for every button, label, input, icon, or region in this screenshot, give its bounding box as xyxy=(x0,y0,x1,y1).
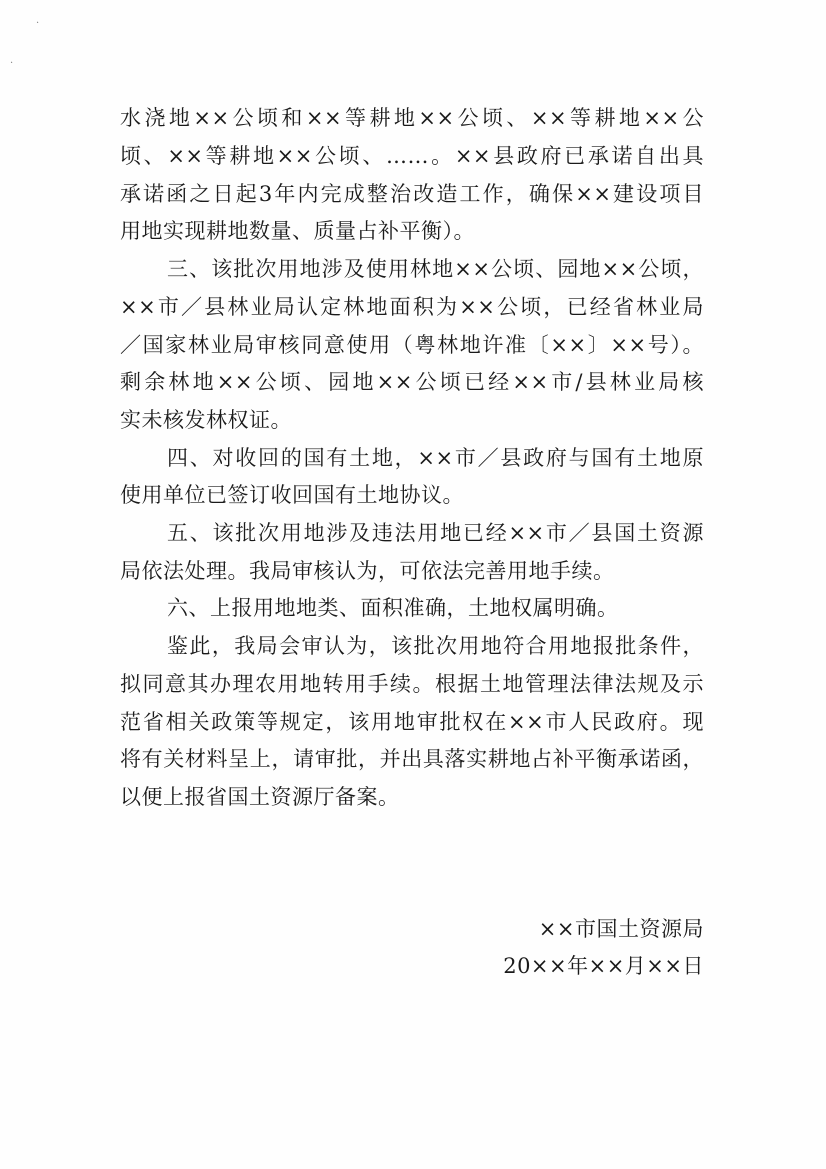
signature-organization: ××市国土资源局 xyxy=(538,917,704,941)
body-line: 以便上报省国土资源厅备案。 xyxy=(120,785,400,809)
body-line: 用地实现耕地数量、质量占补平衡）。 xyxy=(120,219,475,243)
body-line: ××市／县林业局认定林地面积为××公顷，已经省林业局 xyxy=(120,295,704,319)
paragraph-3-start: 三、该批次用地涉及使用林地××公顷、园地××公顷， xyxy=(167,257,704,281)
paragraph-4-start: 四、对收回的国有土地，××市／县政府与国有土地原 xyxy=(167,446,704,470)
body-line: 实未核发林权证。 xyxy=(120,408,292,432)
body-line: 使用单位已签订收回国有土地协议。 xyxy=(120,483,464,507)
conclusion-paragraph-start: 鉴此，我局会审认为，该批次用地符合用地报批条件， xyxy=(167,634,704,658)
body-line: ／国家林业局审核同意使用（粤林地许准〔××〕××号）。 xyxy=(120,333,704,357)
scan-speck: · xyxy=(10,58,14,69)
body-line: 水浇地××公顷和××等耕地××公顷、××等耕地××公 xyxy=(120,106,704,130)
body-line: 范省相关政策等规定，该用地审批权在××市人民政府。现 xyxy=(120,710,704,734)
paragraph-6: 六、上报用地地类、面积准确，土地权属明确。 xyxy=(167,596,619,620)
body-line: 将有关材料呈上，请审批，并出具落实耕地占补平衡承诺函， xyxy=(120,747,704,771)
paragraph-5-start: 五、该批次用地涉及违法用地已经××市／县国土资源 xyxy=(167,521,704,545)
body-line: 拟同意其办理农用地转用手续。根据土地管理法律法规及示 xyxy=(120,672,704,696)
signature-date: 20××年××月××日 xyxy=(503,954,704,978)
scan-speck: · xyxy=(36,18,40,29)
body-line: 局依法处理。我局审核认为，可依法完善用地手续。 xyxy=(120,559,615,583)
body-line: 顷、××等耕地××公顷、……。××县政府已承诺自出具 xyxy=(120,144,704,168)
body-line: 承诺函之日起3年内完成整治改造工作，确保××建设项目 xyxy=(120,182,704,206)
body-line: 剩余林地××公顷、园地××公顷已经××市/县林业局核 xyxy=(120,370,704,394)
